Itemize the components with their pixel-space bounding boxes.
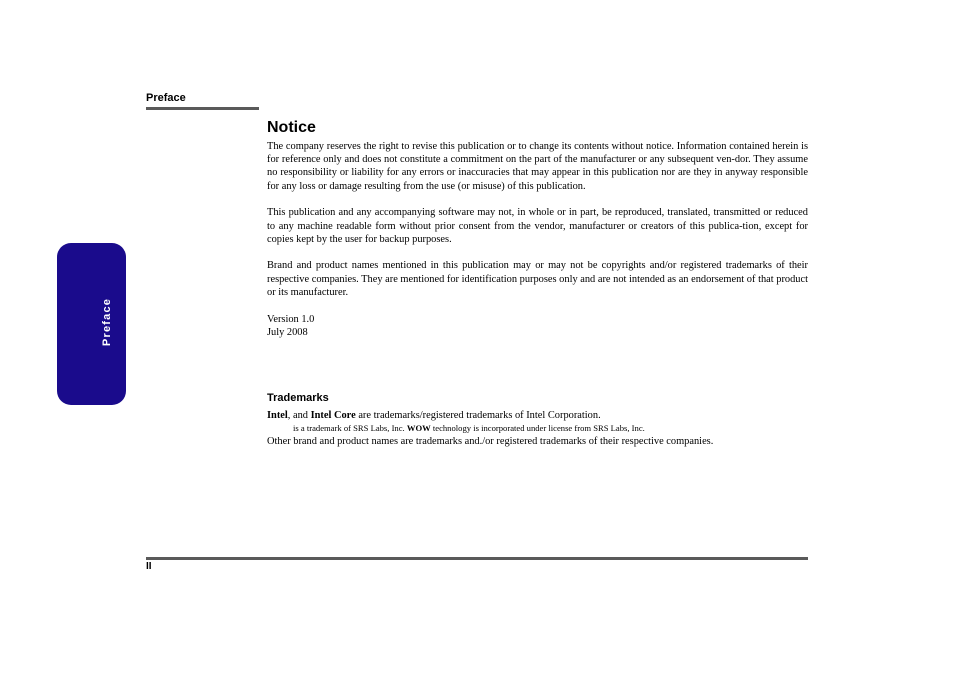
trademarks-section bbox=[267, 391, 827, 448]
srs-trademark-line bbox=[293, 422, 827, 435]
intel-name: Intel bbox=[267, 410, 288, 421]
header-rule bbox=[146, 107, 259, 110]
preface-side-tab bbox=[57, 243, 126, 405]
notice-section bbox=[267, 118, 808, 339]
notice-paragraph: Brand and product names mentioned in this publication may or may not be copyrights and/or registered trademarks of their respective companies. They are mentioned for identification purposes only and are not intended as an endorsement of that product or its manufacturer. bbox=[267, 260, 808, 298]
intel-trademark-text: are trademarks/registered trademarks of Intel Corporation. bbox=[355, 410, 601, 421]
trademarks-title: Trademarks bbox=[267, 392, 329, 404]
page-number: II bbox=[146, 561, 152, 572]
version-text: Version 1.0 bbox=[267, 313, 315, 325]
intel-trademark-line bbox=[267, 409, 827, 422]
notice-paragraph: The company reserves the right to revise this publication or to change its contents without notice. Information contained herein is for reference only and does not constitute a commitment on the part of the manufacturer or any subsequent ven-dor. They assume no responsibility or liability for any errors or inaccuracies that may appear in this publication nor are they in anyway responsible for any loss or damage resulting from the use (or misuse) of this publication. bbox=[267, 141, 808, 192]
other-trademarks-line: Other brand and product names are trademarks and./or registered trademarks of their respective companies. bbox=[267, 436, 714, 447]
wow-name: WOW bbox=[406, 423, 431, 433]
date-text: July 2008 bbox=[267, 326, 308, 338]
footer-rule bbox=[146, 557, 808, 560]
intel-separator: , and bbox=[287, 410, 311, 421]
notice-paragraph: This publication and any accompanying software may not, in whole or in part, be reproduced, translated, transmitted or reduced to any machine readable form without prior consent from the vendor, manufacturer or creators of this publica-tion, except for copies kept by the user for backup purposes. bbox=[267, 207, 808, 245]
srs-text-pre: is a trademark of SRS Labs, Inc. bbox=[293, 423, 407, 433]
running-header: Preface bbox=[146, 92, 186, 104]
intel-core-name: Intel Core bbox=[310, 410, 356, 421]
notice-title: Notice bbox=[267, 119, 316, 136]
srs-text-post: technology is incorporated under license from SRS Labs, Inc. bbox=[430, 423, 645, 433]
side-tab-label: Preface bbox=[101, 297, 113, 347]
